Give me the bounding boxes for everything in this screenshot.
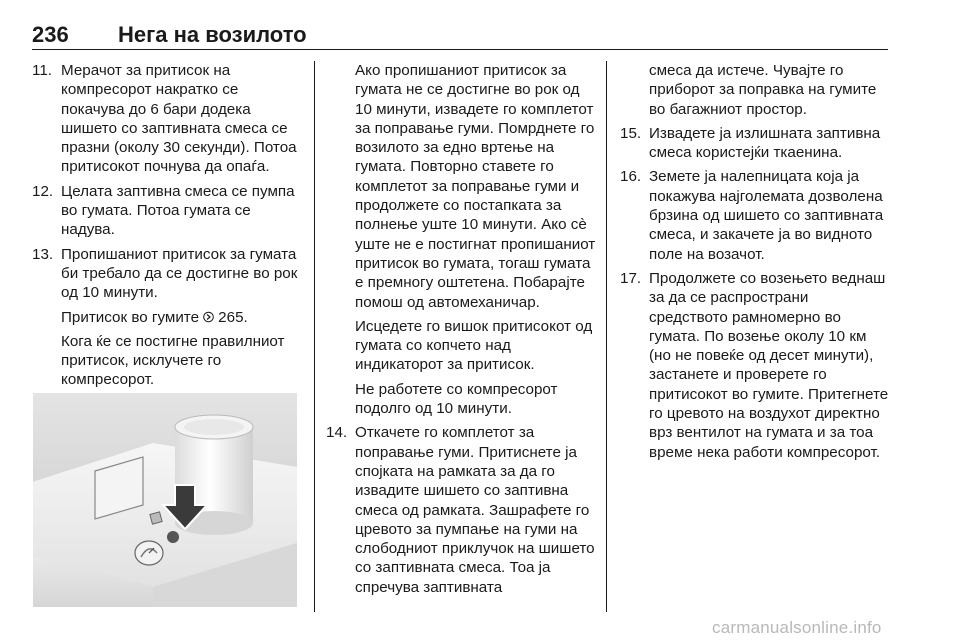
paragraph: Кога ќе се постигне правилниот притисок, исклучете го компресорот. <box>61 332 285 389</box>
page-title: Нега на возилото <box>118 22 307 47</box>
step-text: Продолжете со возењето веднаш за да се распространи средството рамномерно во гумата. По возење околу 10 км (но не повеќе од десет минути), застанете и проверете го притисокот во гумите. Притегнете го цревото на воздухот директно врз вентилот на гумата и за тоа време нека работи компресорот. <box>649 269 889 461</box>
reference-text: Притисок во гумите <box>61 308 200 326</box>
step-number: 12. <box>32 182 54 200</box>
step-number: 16. <box>620 168 642 186</box>
column-divider-1 <box>314 61 315 612</box>
column-1 <box>32 61 302 395</box>
step-text: Целата заптивна смеса се пумпа во гумата. Потоа гумата се надува. <box>61 182 295 239</box>
step-number: 14. <box>326 424 348 442</box>
step-text: Извадете ја излишната заптивна смеса користејќи ткаенина. <box>649 124 881 162</box>
step-item-12 <box>32 182 302 240</box>
paragraph: смеса да истече. Чувајте го приборот за поправка на гумите во багажниот простор. <box>649 62 877 118</box>
step-number: 11. <box>32 62 52 79</box>
step-number: 17. <box>620 269 642 287</box>
step-item-14 <box>326 423 596 597</box>
column-2 <box>326 61 596 602</box>
cross-reference[interactable] <box>32 308 302 327</box>
step-item-17 <box>620 269 890 462</box>
step-number: 15. <box>620 124 642 142</box>
step-text: Пропишаниот притисок за гумата би требало да се достигне во рок од 10 минути. <box>61 245 298 302</box>
compressor-illustration <box>33 393 297 607</box>
column-divider-2 <box>606 61 607 612</box>
page-number: 236 <box>32 22 69 47</box>
step-text: Откачете го комплетот за поправање гуми. Притиснете ја спојката на рамката за да го извадите шишето со заптивна смеса од рамката. Зашрафете го цревото за пумпање на гуми на слободниот приклучок на шишето со заптивната смеса. Тоа ја спречува заптивната <box>355 424 595 596</box>
page-header <box>32 20 888 50</box>
column-3 <box>620 61 890 467</box>
step-item-16 <box>620 167 890 263</box>
step-number: 13. <box>32 245 54 263</box>
step-item-15 <box>620 124 890 163</box>
step-text: Земете ја налепницата која ја покажува најголемата дозволена брзина од шишето со заптивната смеса, и закачете ја во видното поле на возачот. <box>649 168 884 263</box>
step-item-13 <box>32 245 302 303</box>
paragraph: Ако пропишаниот притисок за гумата не се достигне во рок од 10 минути, извадете го комплетот за поправање гуми. Помрднете го возилото за едно вртење на гумата. Повторно ставете го комплетот за поправање гуми и продолжете со постапката за полнење уште 10 минути. Ако сè уште не е постигнат пропишаниот притисок во гумата, тогаш гумата е премногу оштетена. Побарајте помош од автомеханичар. <box>355 62 596 311</box>
paragraph: Исцедете го вишок притисокот од гумата со копчето над индикаторот за притисок. <box>355 317 593 374</box>
reference-page: 265. <box>218 308 248 326</box>
step-item-11 <box>32 61 302 177</box>
paragraph: Не работете со компресорот подолго од 10 минути. <box>355 380 558 418</box>
reference-arrow-icon <box>203 309 218 325</box>
watermark: carmanualsonline.info <box>712 618 882 637</box>
step-text: Мерачот за притисок на компресорот накратко се покачува до 6 бари додека шишето со заптивната смеса се празни (околу 30 секунди). Потоа притисокот почнува да опаѓа. <box>61 62 297 176</box>
